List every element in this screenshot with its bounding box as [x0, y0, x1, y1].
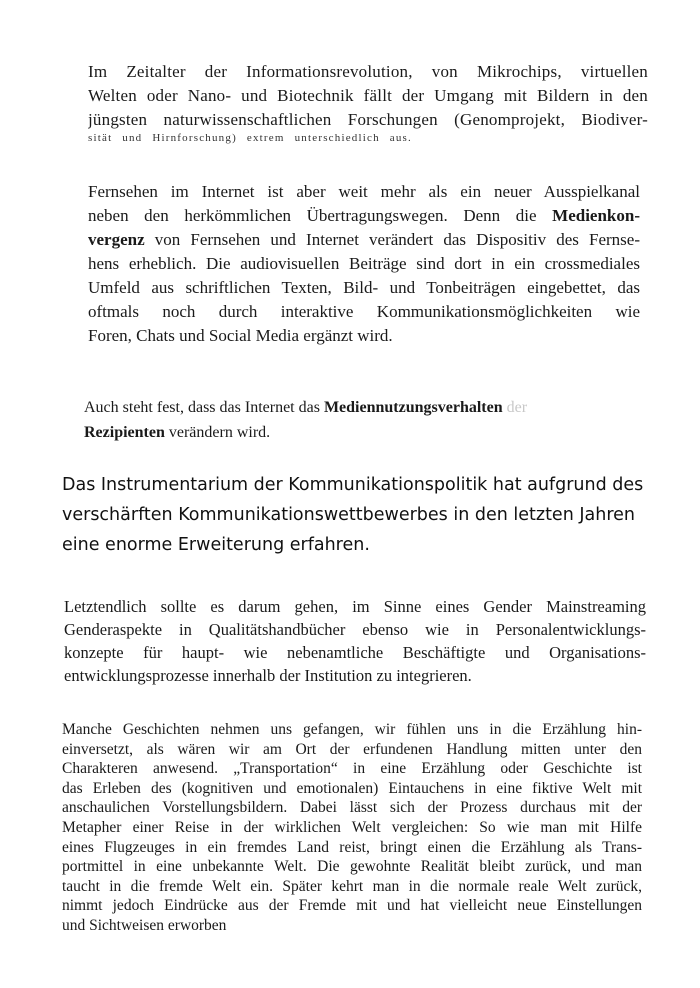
text-line — [88, 228, 640, 252]
text-segment: Auch steht fest, dass das Internet das — [84, 399, 324, 416]
text-line: Im Zeitalter der Informationsrevolution, von Mikrochips, virtuellen — [88, 62, 648, 81]
faded-text: der — [502, 399, 528, 416]
paragraph-communication-policy — [62, 470, 650, 560]
text-line — [84, 420, 644, 445]
text-line: anschaulichen Vorstellungsbildern. Dabei lässt sich der Prozess durchaus mit der — [62, 799, 642, 817]
text-line: verschärften Kommunikationswettbewerbes in den letzten Jahren — [62, 505, 635, 525]
text-line: eines Flugzeuges in ein fremdes Land reist, bringt einen die Erzählung als Trans- — [62, 838, 642, 856]
text-line: entwicklungsprozesse innerhalb der Institution zu integrieren. — [64, 666, 472, 685]
text-line: Fernsehen im Internet ist aber weit mehr als ein neuer Ausspielkanal — [88, 182, 640, 201]
text-line: konzepte für haupt- wie nebenamtliche Beschäftigte und Organisations- — [64, 643, 646, 662]
text-segment: neben den herkömmlichen Übertragungswegen. Denn die — [88, 206, 553, 225]
bold-term-rezipienten: Rezipienten — [84, 424, 165, 441]
paragraph-media-usage — [84, 395, 644, 445]
text-line: Genderaspekte in Qualitätshandbücher ebenso wie in Personalentwicklungs- — [64, 620, 646, 639]
text-line: Charakteren anwesend. „Transportation“ in eine Erzählung oder Geschichte ist — [62, 760, 642, 778]
text-line: Umfeld aus schriftlichen Texten, Bild- und Tonbeiträgen eingebettet, das — [88, 278, 640, 297]
text-segment: verändern wird. — [164, 424, 271, 441]
text-line: und Sichtweisen erworben — [62, 916, 227, 934]
text-line: jüngsten naturwissenschaftlichen Forschungen (Genomprojekt, Biodiver- — [88, 110, 648, 129]
text-line — [88, 204, 640, 228]
paragraph-internet-tv — [88, 180, 640, 348]
text-line: das Erleben des (kognitiven und emotionalen) Eintauchens in eine fiktive Welt mit — [62, 779, 642, 797]
text-line: Metapher einer Reise in der wirklichen Welt vergleichen: So wie man mit Hilfe — [62, 818, 642, 836]
text-line: Manche Geschichten nehmen uns gefangen, wir fühlen uns in die Erzählung hin- — [62, 721, 642, 738]
bold-term-mediennutzungsverhalten: Mediennutzungsverhalten — [323, 399, 503, 416]
text-line: nimmt jedoch Eindrücke aus der Fremde mit und hat vielleicht neue Einstellungen — [62, 897, 642, 915]
paragraph-transportation — [62, 720, 642, 936]
text-line: einversetzt, als wären wir am Ort der erfundenen Handlung mitten unter den — [62, 740, 642, 758]
text-line: taucht in die fremde Welt ein. Später kehrt man in die normale reale Welt zurück, — [62, 877, 642, 895]
paragraph-information-revolution — [88, 60, 648, 144]
text-line: hens erheblich. Die audiovisuellen Beiträge sind dort in ein crossmediales — [88, 254, 640, 273]
text-line — [84, 395, 644, 420]
text-line: Foren, Chats und Social Media ergänzt wird. — [88, 326, 393, 345]
text-line: Letztendlich sollte es darum gehen, im Sinne eines Gender Mainstreaming — [64, 597, 646, 616]
paragraph-gender-mainstreaming — [64, 595, 646, 687]
text-line: Welten oder Nano- und Biotechnik fällt der Umgang mit Bildern in den — [88, 86, 648, 105]
text-line: Das Instrumentarium der Kommunikationspolitik hat aufgrund des — [62, 475, 644, 495]
text-line-cut-off: sität und Hirnforschung) extrem unterschiedlich aus. — [88, 132, 412, 144]
text-line: eine enorme Erweiterung erfahren. — [62, 535, 370, 555]
bold-term-medienkonvergenz: Medienkon- — [552, 206, 640, 225]
text-line: oftmals noch durch interaktive Kommunikationsmöglichkeiten wie — [88, 302, 640, 321]
text-line: portmittel in eine unbekannte Welt. Die gewohnte Realität bleibt zurück, und man — [62, 858, 642, 876]
text-segment: von Fernsehen und Internet verändert das Dispositiv des Fernse- — [144, 230, 640, 249]
bold-term-medienkonvergenz-end: vergenz — [88, 230, 145, 249]
